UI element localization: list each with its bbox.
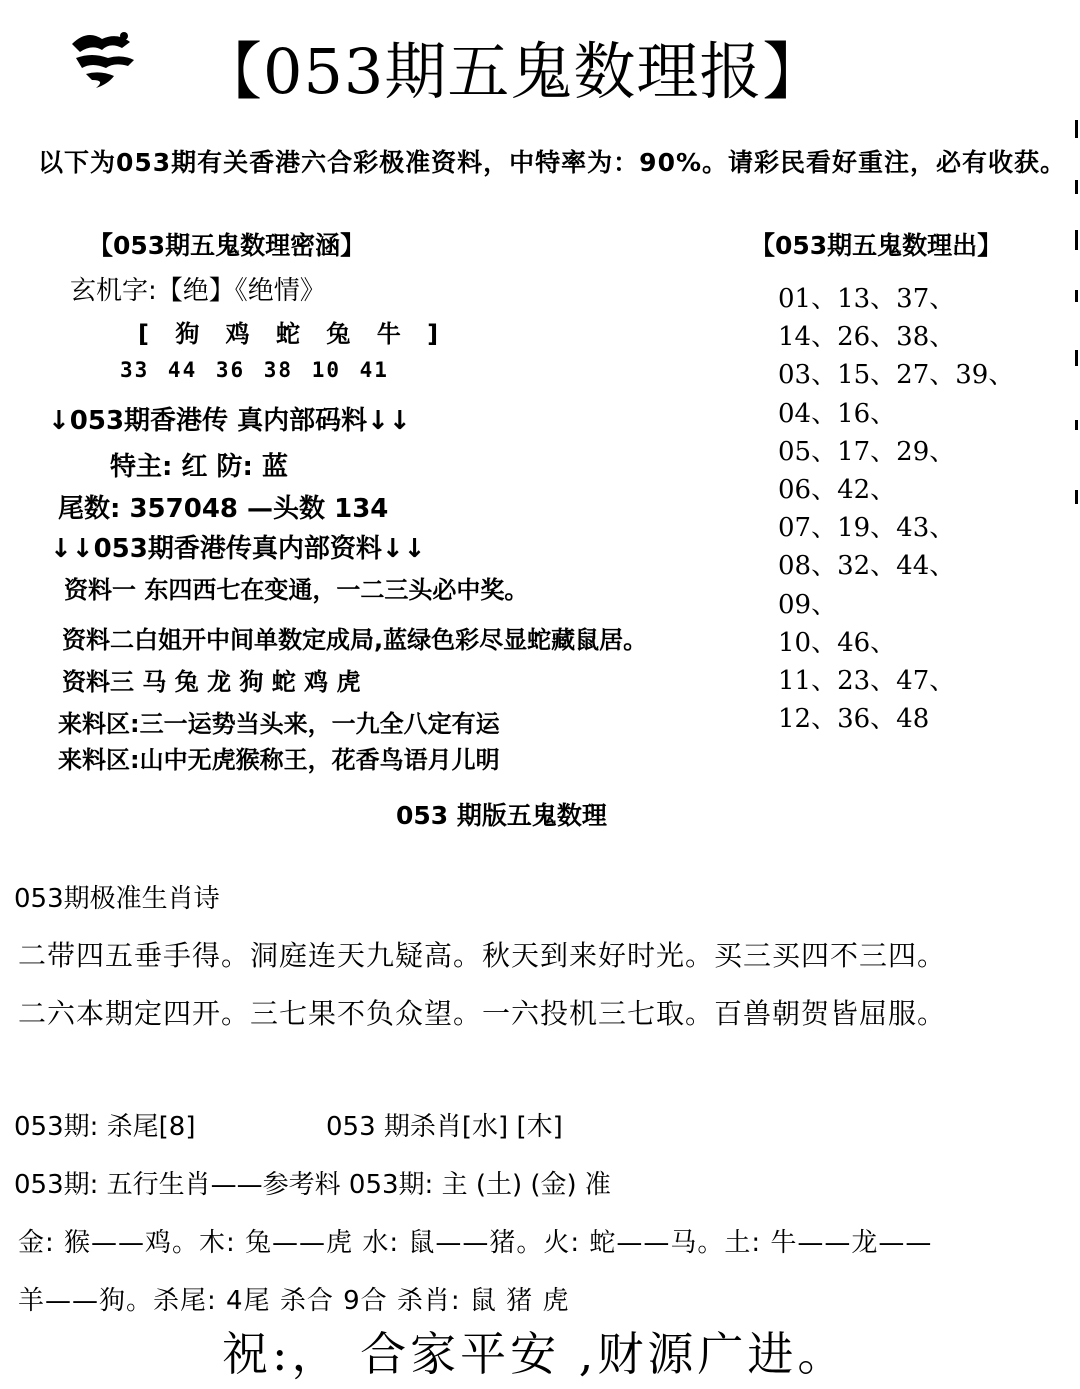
- poem-title: 053期极准生肖诗: [14, 884, 220, 914]
- left-section-heading: 【053期五鬼数理密涵】: [88, 231, 366, 260]
- version-label: 053 期版五鬼数理: [396, 801, 607, 830]
- number-row: 04、16、: [778, 398, 897, 429]
- number-list: 33 44 36 38 10 41: [120, 358, 389, 382]
- number-row: 01、13、37、: [778, 284, 956, 314]
- right-section-heading: 【053期五鬼数理出】: [750, 231, 1003, 260]
- page-title: 【053期五鬼数理报】: [200, 35, 826, 108]
- poem-line-2: 二六本期定四开。三七果不负众望。一六投机三七取。百兽朝贺皆屈服。: [18, 997, 947, 1030]
- scan-edge-marks: [1072, 120, 1080, 1380]
- source-line-1: 来料区:三一运势当头来，一九全八定有运: [58, 710, 500, 738]
- number-rows: [778, 280, 1014, 738]
- dragon-logo-icon: [62, 24, 142, 94]
- zodiac-list: [ 狗 鸡 蛇 兔 牛 ]: [138, 320, 448, 348]
- mystery-word: 玄机字:【绝】《绝情》: [70, 276, 326, 306]
- number-row: 11、23、47、: [778, 666, 956, 697]
- hk-code-heading: ↓053期香港传 真内部码料↓↓: [48, 406, 411, 436]
- tail-head-numbers: 尾数: 357048 —头数 134: [58, 494, 389, 524]
- color-pick: 特主: 红 防: 蓝: [110, 452, 288, 482]
- number-row: 12、36、48: [778, 704, 930, 735]
- info-line-3: 资料三 马 兔 龙 狗 蛇 鸡 虎: [62, 668, 361, 696]
- elements-line-2: 羊——狗。杀尾: 4尾 杀合 9合 杀肖: 鼠 猪 虎: [18, 1286, 570, 1316]
- kill-zodiac: 053 期杀肖[水] [木]: [326, 1112, 563, 1142]
- info-line-2: 资料二白姐开中间单数定成局,蓝绿色彩尽显蛇藏鼠居。: [62, 626, 648, 654]
- elements-line-1: 金: 猴——鸡。木: 兔——虎 水: 鼠——猪。火: 蛇——马。土: 牛——龙——: [18, 1228, 933, 1258]
- five-elements-heading: 053期: 五行生肖——参考料 053期: 主 (土) (金) 准: [14, 1170, 611, 1200]
- hk-info-heading: ↓↓053期香港传真内部资料↓↓: [50, 534, 426, 564]
- number-row: 08、32、44、: [778, 551, 956, 582]
- number-row: 07、19、43、: [778, 513, 956, 544]
- number-row: 14、26、38、: [778, 322, 956, 353]
- source-line-2: 来料区:山中无虎猴称王，花香鸟语月儿明: [58, 746, 500, 774]
- kill-tail: 053期: 杀尾[8]: [14, 1112, 196, 1142]
- intro-text: 以下为053期有关香港六合彩极准资料，中特率为：90%。请彩民看好重注，必有收获。: [38, 148, 1067, 177]
- number-row: 06、42、: [778, 475, 897, 506]
- number-row: 09、: [778, 589, 838, 620]
- number-row: 10、46、: [778, 627, 897, 658]
- info-line-1: 资料一 东四西七在变通，一二三头必中奖。: [64, 576, 529, 604]
- number-row: 03、15、27、39、: [778, 360, 1015, 391]
- poem-line-1: 二带四五垂手得。洞庭连天九疑高。秋天到来好时光。买三买四不三四。: [18, 939, 947, 972]
- number-row: 05、17、29、: [778, 436, 956, 467]
- blessing: 祝:， 合家平安 ,财源广进。: [222, 1327, 848, 1381]
